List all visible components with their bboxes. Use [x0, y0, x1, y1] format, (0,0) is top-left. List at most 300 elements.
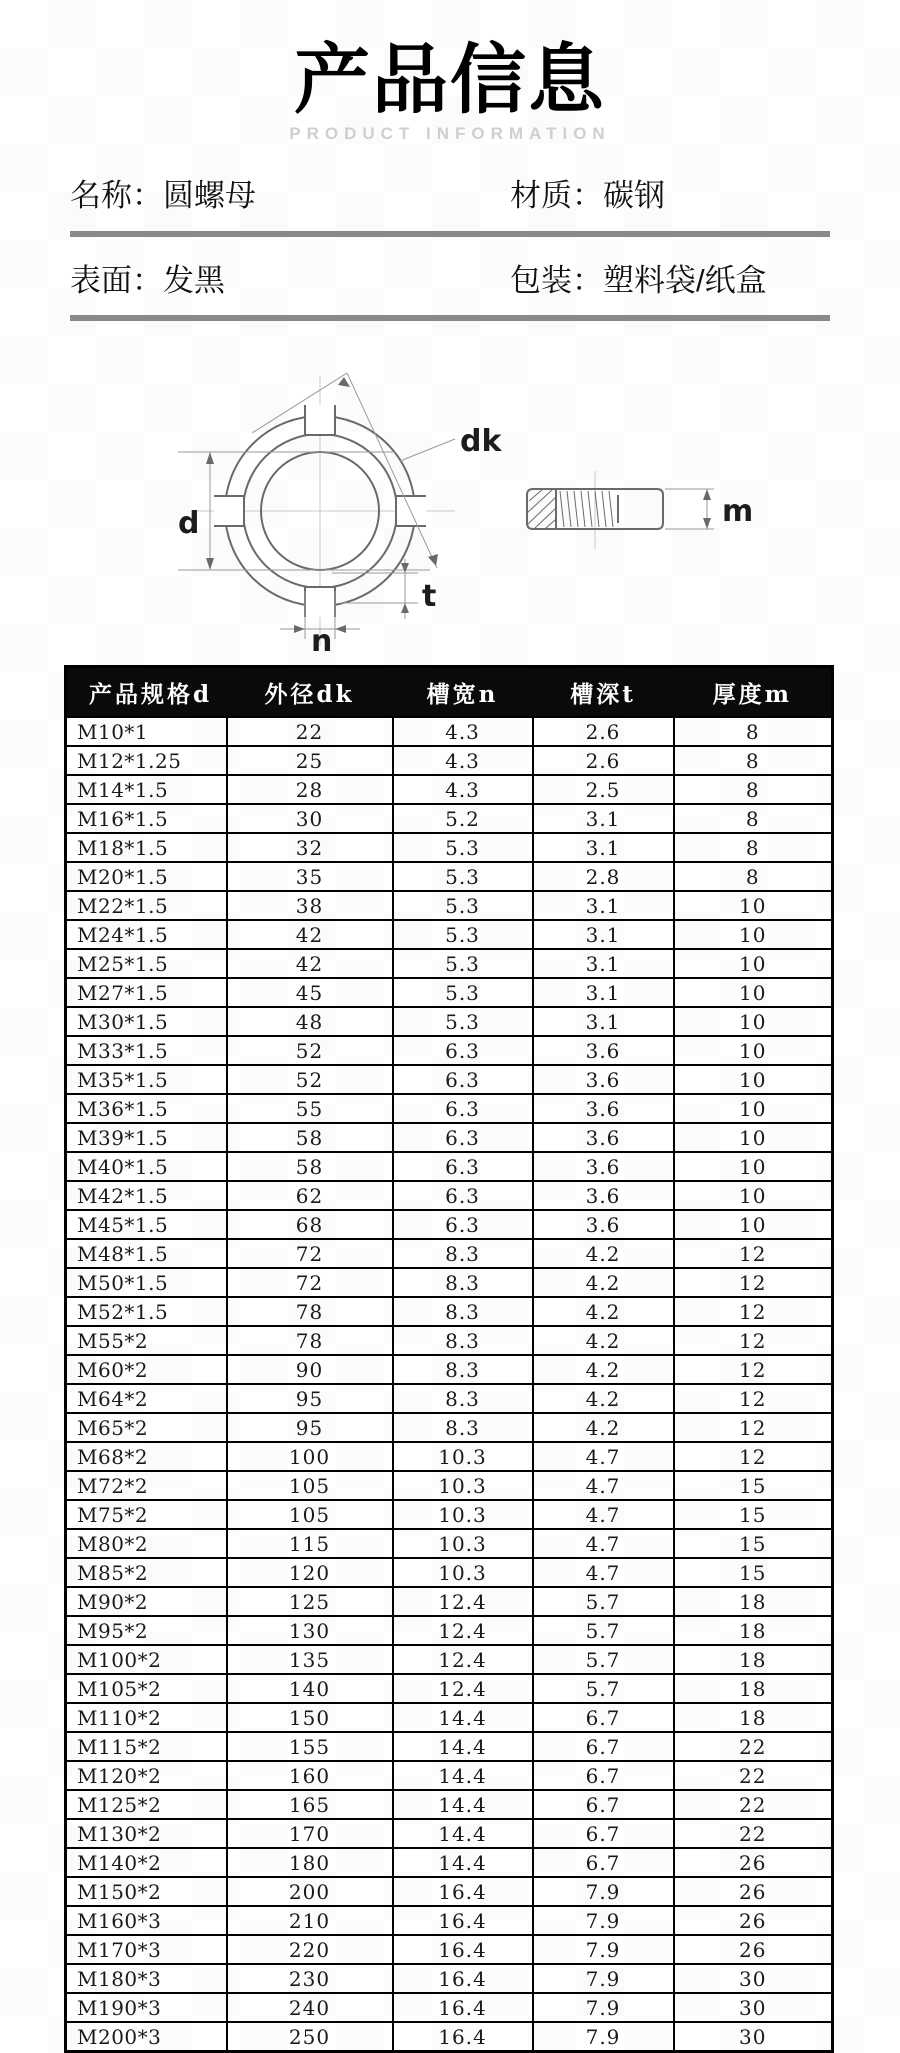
- cell-outer-dia-dk: 72: [227, 1239, 393, 1268]
- cell-slot-width-n: 14.4: [393, 1761, 533, 1790]
- table-row: [66, 1906, 833, 1935]
- cell-outer-dia-dk: 200: [227, 1877, 393, 1906]
- cell-slot-width-n: 16.4: [393, 1993, 533, 2022]
- cell-slot-depth-t: 7.9: [533, 1877, 674, 1906]
- cell-outer-dia-dk: 45: [227, 978, 393, 1007]
- cell-thickness-m: 12: [674, 1326, 833, 1355]
- cell-spec-d: M160*3: [66, 1906, 227, 1935]
- cell-slot-width-n: 12.4: [393, 1587, 533, 1616]
- table-row: [66, 1790, 833, 1819]
- cell-spec-d: M30*1.5: [66, 1007, 227, 1036]
- cell-slot-width-n: 16.4: [393, 1935, 533, 1964]
- cell-slot-depth-t: 7.9: [533, 1993, 674, 2022]
- table-row: [66, 1007, 833, 1036]
- cell-outer-dia-dk: 210: [227, 1906, 393, 1935]
- cell-spec-d: M36*1.5: [66, 1094, 227, 1123]
- cell-slot-width-n: 12.4: [393, 1616, 533, 1645]
- cell-thickness-m: 12: [674, 1297, 833, 1326]
- product-material: 材质：碳钢: [510, 178, 665, 213]
- table-row: [66, 2022, 833, 2052]
- cell-spec-d: M39*1.5: [66, 1123, 227, 1152]
- cell-slot-depth-t: 4.7: [533, 1500, 674, 1529]
- cell-outer-dia-dk: 58: [227, 1152, 393, 1181]
- cell-outer-dia-dk: 55: [227, 1094, 393, 1123]
- table-row: [66, 1935, 833, 1964]
- table-row: [66, 1239, 833, 1268]
- cell-spec-d: M42*1.5: [66, 1181, 227, 1210]
- cell-spec-d: M48*1.5: [66, 1239, 227, 1268]
- cell-spec-d: M12*1.25: [66, 746, 227, 775]
- cell-spec-d: M110*2: [66, 1703, 227, 1732]
- cell-thickness-m: 26: [674, 1877, 833, 1906]
- cell-slot-width-n: 8.3: [393, 1355, 533, 1384]
- cell-spec-d: M20*1.5: [66, 862, 227, 891]
- cell-spec-d: M16*1.5: [66, 804, 227, 833]
- cell-outer-dia-dk: 52: [227, 1036, 393, 1065]
- cell-spec-d: M125*2: [66, 1790, 227, 1819]
- dim-label-m: m: [722, 494, 754, 530]
- cell-outer-dia-dk: 120: [227, 1558, 393, 1587]
- cell-slot-width-n: 16.4: [393, 2022, 533, 2052]
- cell-slot-depth-t: 4.2: [533, 1268, 674, 1297]
- cell-slot-width-n: 8.3: [393, 1239, 533, 1268]
- cell-thickness-m: 18: [674, 1703, 833, 1732]
- table-row: [66, 1616, 833, 1645]
- cell-slot-depth-t: 3.6: [533, 1094, 674, 1123]
- table-row: [66, 949, 833, 978]
- cell-thickness-m: 18: [674, 1616, 833, 1645]
- cell-slot-depth-t: 3.1: [533, 833, 674, 862]
- cell-outer-dia-dk: 165: [227, 1790, 393, 1819]
- cell-slot-width-n: 16.4: [393, 1877, 533, 1906]
- cell-thickness-m: 22: [674, 1761, 833, 1790]
- table-row: [66, 1297, 833, 1326]
- table-row: [66, 1210, 833, 1239]
- table-row: [66, 1413, 833, 1442]
- table-row: [66, 1036, 833, 1065]
- cell-spec-d: M72*2: [66, 1471, 227, 1500]
- cell-slot-width-n: 10.3: [393, 1529, 533, 1558]
- cell-slot-width-n: 8.3: [393, 1297, 533, 1326]
- table-row: [66, 804, 833, 833]
- cell-spec-d: M25*1.5: [66, 949, 227, 978]
- cell-thickness-m: 10: [674, 891, 833, 920]
- cell-thickness-m: 10: [674, 1181, 833, 1210]
- cell-slot-width-n: 6.3: [393, 1094, 533, 1123]
- cell-outer-dia-dk: 170: [227, 1819, 393, 1848]
- product-packaging: 包装：塑料袋/纸盒: [510, 262, 767, 298]
- cell-slot-depth-t: 3.1: [533, 978, 674, 1007]
- cell-slot-depth-t: 7.9: [533, 1906, 674, 1935]
- cell-outer-dia-dk: 78: [227, 1297, 393, 1326]
- cell-outer-dia-dk: 180: [227, 1848, 393, 1877]
- cell-thickness-m: 10: [674, 1123, 833, 1152]
- cell-spec-d: M27*1.5: [66, 978, 227, 1007]
- cell-thickness-m: 15: [674, 1471, 833, 1500]
- table-row: [66, 920, 833, 949]
- cell-slot-width-n: 14.4: [393, 1819, 533, 1848]
- cell-slot-depth-t: 4.2: [533, 1297, 674, 1326]
- cell-slot-width-n: 5.3: [393, 833, 533, 862]
- cell-thickness-m: 10: [674, 1152, 833, 1181]
- cell-thickness-m: 8: [674, 775, 833, 804]
- cell-slot-depth-t: 3.6: [533, 1181, 674, 1210]
- cell-slot-depth-t: 4.2: [533, 1326, 674, 1355]
- table-row: [66, 1877, 833, 1906]
- cell-outer-dia-dk: 52: [227, 1065, 393, 1094]
- cell-spec-d: M65*2: [66, 1413, 227, 1442]
- cell-spec-d: M200*3: [66, 2022, 227, 2052]
- cell-thickness-m: 22: [674, 1732, 833, 1761]
- table-row: [66, 1500, 833, 1529]
- table-row: [66, 1993, 833, 2022]
- cell-outer-dia-dk: 78: [227, 1326, 393, 1355]
- cell-slot-depth-t: 3.6: [533, 1123, 674, 1152]
- table-row: [66, 1326, 833, 1355]
- cell-slot-depth-t: 6.7: [533, 1761, 674, 1790]
- cell-slot-depth-t: 3.1: [533, 1007, 674, 1036]
- cell-slot-depth-t: 7.9: [533, 2022, 674, 2052]
- header-outer-dia-dk: 外径dk: [227, 667, 393, 718]
- technical-drawing: [0, 321, 900, 651]
- cell-thickness-m: 15: [674, 1558, 833, 1587]
- cell-outer-dia-dk: 100: [227, 1442, 393, 1471]
- table-row: [66, 1703, 833, 1732]
- cell-slot-width-n: 10.3: [393, 1442, 533, 1471]
- cell-slot-width-n: 5.3: [393, 949, 533, 978]
- cell-thickness-m: 30: [674, 1964, 833, 1993]
- slot-west: [214, 496, 244, 526]
- cell-thickness-m: 22: [674, 1819, 833, 1848]
- cell-outer-dia-dk: 90: [227, 1355, 393, 1384]
- table-row: [66, 1094, 833, 1123]
- cell-slot-depth-t: 3.6: [533, 1210, 674, 1239]
- cell-thickness-m: 12: [674, 1413, 833, 1442]
- table-row: [66, 1761, 833, 1790]
- cell-thickness-m: 10: [674, 1210, 833, 1239]
- cell-slot-depth-t: 3.6: [533, 1036, 674, 1065]
- cell-thickness-m: 12: [674, 1268, 833, 1297]
- cell-outer-dia-dk: 48: [227, 1007, 393, 1036]
- cell-slot-depth-t: 2.8: [533, 862, 674, 891]
- cell-slot-depth-t: 5.7: [533, 1587, 674, 1616]
- cell-thickness-m: 12: [674, 1384, 833, 1413]
- cell-outer-dia-dk: 28: [227, 775, 393, 804]
- cell-spec-d: M180*3: [66, 1964, 227, 1993]
- cell-outer-dia-dk: 140: [227, 1674, 393, 1703]
- cell-slot-depth-t: 3.6: [533, 1065, 674, 1094]
- cell-thickness-m: 26: [674, 1906, 833, 1935]
- table-row: [66, 775, 833, 804]
- cell-slot-depth-t: 4.7: [533, 1529, 674, 1558]
- page-subtitle: PRODUCT INFORMATION: [289, 124, 611, 143]
- cell-outer-dia-dk: 155: [227, 1732, 393, 1761]
- table-row: [66, 717, 833, 746]
- cell-slot-depth-t: 3.1: [533, 949, 674, 978]
- cell-slot-width-n: 5.3: [393, 978, 533, 1007]
- page-title: 产品信息: [294, 35, 606, 124]
- cell-thickness-m: 10: [674, 1065, 833, 1094]
- cell-slot-width-n: 6.3: [393, 1036, 533, 1065]
- cell-slot-width-n: 4.3: [393, 775, 533, 804]
- cell-slot-width-n: 5.3: [393, 891, 533, 920]
- cell-spec-d: M55*2: [66, 1326, 227, 1355]
- cell-slot-width-n: 6.3: [393, 1181, 533, 1210]
- table-row: [66, 1819, 833, 1848]
- cell-thickness-m: 15: [674, 1529, 833, 1558]
- cell-slot-depth-t: 2.5: [533, 775, 674, 804]
- cell-thickness-m: 30: [674, 2022, 833, 2052]
- cell-thickness-m: 15: [674, 1500, 833, 1529]
- cell-thickness-m: 8: [674, 862, 833, 891]
- cell-thickness-m: 18: [674, 1587, 833, 1616]
- cell-outer-dia-dk: 32: [227, 833, 393, 862]
- product-attributes: [70, 178, 830, 321]
- cell-slot-depth-t: 2.6: [533, 746, 674, 775]
- dim-label-n: n: [311, 624, 333, 652]
- cell-spec-d: M40*1.5: [66, 1152, 227, 1181]
- cell-outer-dia-dk: 72: [227, 1268, 393, 1297]
- cell-slot-width-n: 6.3: [393, 1152, 533, 1181]
- table-row: [66, 1529, 833, 1558]
- cell-spec-d: M170*3: [66, 1935, 227, 1964]
- cell-outer-dia-dk: 250: [227, 2022, 393, 2052]
- cell-thickness-m: 8: [674, 746, 833, 775]
- cell-outer-dia-dk: 42: [227, 949, 393, 978]
- cell-slot-width-n: 14.4: [393, 1848, 533, 1877]
- cell-thickness-m: 10: [674, 1094, 833, 1123]
- cell-thickness-m: 26: [674, 1935, 833, 1964]
- header-slot-depth-t: 槽深t: [533, 667, 674, 718]
- product-name: 名称：圆螺母: [70, 178, 256, 213]
- cell-slot-width-n: 10.3: [393, 1500, 533, 1529]
- cell-thickness-m: 8: [674, 804, 833, 833]
- cell-outer-dia-dk: 125: [227, 1587, 393, 1616]
- cell-thickness-m: 18: [674, 1645, 833, 1674]
- table-row: [66, 1848, 833, 1877]
- cell-slot-width-n: 14.4: [393, 1732, 533, 1761]
- cell-thickness-m: 26: [674, 1848, 833, 1877]
- table-row: [66, 1442, 833, 1471]
- cell-slot-depth-t: 6.7: [533, 1819, 674, 1848]
- cell-outer-dia-dk: 105: [227, 1500, 393, 1529]
- cell-outer-dia-dk: 62: [227, 1181, 393, 1210]
- table-row: [66, 1732, 833, 1761]
- cell-slot-depth-t: 5.7: [533, 1674, 674, 1703]
- cell-spec-d: M105*2: [66, 1674, 227, 1703]
- cell-outer-dia-dk: 135: [227, 1645, 393, 1674]
- cell-slot-depth-t: 7.9: [533, 1964, 674, 1993]
- cell-slot-depth-t: 6.7: [533, 1790, 674, 1819]
- table-row: [66, 1674, 833, 1703]
- cell-outer-dia-dk: 22: [227, 717, 393, 746]
- cell-slot-depth-t: 3.6: [533, 1152, 674, 1181]
- cell-slot-depth-t: 4.2: [533, 1239, 674, 1268]
- cell-outer-dia-dk: 95: [227, 1384, 393, 1413]
- cell-slot-width-n: 5.3: [393, 1007, 533, 1036]
- cell-slot-width-n: 5.3: [393, 920, 533, 949]
- cell-spec-d: M45*1.5: [66, 1210, 227, 1239]
- cell-slot-width-n: 14.4: [393, 1703, 533, 1732]
- cell-spec-d: M75*2: [66, 1500, 227, 1529]
- cell-outer-dia-dk: 160: [227, 1761, 393, 1790]
- cell-slot-width-n: 12.4: [393, 1674, 533, 1703]
- cell-thickness-m: 12: [674, 1355, 833, 1384]
- table-row: [66, 891, 833, 920]
- spec-table-body: [66, 717, 833, 2052]
- cell-slot-width-n: 6.3: [393, 1123, 533, 1152]
- slot-north: [305, 405, 335, 435]
- cell-slot-depth-t: 3.1: [533, 920, 674, 949]
- table-row: [66, 978, 833, 1007]
- attribute-row-1: [70, 178, 830, 214]
- cell-outer-dia-dk: 25: [227, 746, 393, 775]
- cell-spec-d: M18*1.5: [66, 833, 227, 862]
- cell-spec-d: M24*1.5: [66, 920, 227, 949]
- dim-label-t: t: [422, 579, 437, 615]
- cell-slot-depth-t: 7.9: [533, 1935, 674, 1964]
- cell-slot-depth-t: 2.6: [533, 717, 674, 746]
- table-row: [66, 1268, 833, 1297]
- cell-slot-width-n: 5.3: [393, 862, 533, 891]
- cell-spec-d: M64*2: [66, 1384, 227, 1413]
- cell-spec-d: M130*2: [66, 1819, 227, 1848]
- table-row: [66, 1181, 833, 1210]
- cell-slot-depth-t: 5.7: [533, 1645, 674, 1674]
- cell-thickness-m: 10: [674, 920, 833, 949]
- cell-spec-d: M80*2: [66, 1529, 227, 1558]
- cell-slot-width-n: 10.3: [393, 1471, 533, 1500]
- cell-slot-depth-t: 3.1: [533, 891, 674, 920]
- cell-outer-dia-dk: 95: [227, 1413, 393, 1442]
- cell-slot-width-n: 6.3: [393, 1210, 533, 1239]
- table-row: [66, 1384, 833, 1413]
- cell-thickness-m: 10: [674, 949, 833, 978]
- table-row: [66, 1471, 833, 1500]
- cell-slot-width-n: 5.2: [393, 804, 533, 833]
- cell-spec-d: M190*3: [66, 1993, 227, 2022]
- table-row: [66, 1645, 833, 1674]
- cell-slot-width-n: 10.3: [393, 1558, 533, 1587]
- cell-outer-dia-dk: 38: [227, 891, 393, 920]
- cell-thickness-m: 12: [674, 1239, 833, 1268]
- table-row: [66, 746, 833, 775]
- cell-spec-d: M33*1.5: [66, 1036, 227, 1065]
- product-surface: 表面：发黑: [70, 262, 225, 298]
- cell-spec-d: M68*2: [66, 1442, 227, 1471]
- cell-slot-width-n: 14.4: [393, 1790, 533, 1819]
- cell-slot-depth-t: 6.7: [533, 1732, 674, 1761]
- header-slot-width-n: 槽宽n: [393, 667, 533, 718]
- cell-slot-width-n: 8.3: [393, 1326, 533, 1355]
- cell-slot-depth-t: 4.7: [533, 1442, 674, 1471]
- table-row: [66, 862, 833, 891]
- cell-slot-depth-t: 4.2: [533, 1413, 674, 1442]
- title-block: [0, 0, 900, 144]
- table-row: [66, 1355, 833, 1384]
- cell-thickness-m: 12: [674, 1442, 833, 1471]
- cell-spec-d: M90*2: [66, 1587, 227, 1616]
- table-row: [66, 1123, 833, 1152]
- cell-outer-dia-dk: 115: [227, 1529, 393, 1558]
- spec-table: [64, 665, 834, 2053]
- cell-spec-d: M60*2: [66, 1355, 227, 1384]
- cell-spec-d: M95*2: [66, 1616, 227, 1645]
- cell-slot-width-n: 16.4: [393, 1906, 533, 1935]
- cell-thickness-m: 8: [674, 717, 833, 746]
- dim-label-dk: dk: [460, 424, 502, 460]
- cell-slot-width-n: 4.3: [393, 717, 533, 746]
- cell-spec-d: M140*2: [66, 1848, 227, 1877]
- cell-slot-width-n: 6.3: [393, 1065, 533, 1094]
- cell-thickness-m: 10: [674, 978, 833, 1007]
- cell-outer-dia-dk: 220: [227, 1935, 393, 1964]
- cell-slot-width-n: 4.3: [393, 746, 533, 775]
- cell-thickness-m: 10: [674, 1007, 833, 1036]
- dim-label-d: d: [178, 506, 200, 542]
- cell-outer-dia-dk: 230: [227, 1964, 393, 1993]
- cell-slot-depth-t: 5.7: [533, 1616, 674, 1645]
- cell-thickness-m: 22: [674, 1790, 833, 1819]
- cell-slot-width-n: 8.3: [393, 1268, 533, 1297]
- header-thickness-m: 厚度m: [674, 667, 833, 718]
- cell-slot-depth-t: 6.7: [533, 1703, 674, 1732]
- spec-table-header-row: [66, 667, 833, 718]
- cell-outer-dia-dk: 240: [227, 1993, 393, 2022]
- divider-line-1: [70, 231, 830, 237]
- cell-slot-depth-t: 4.2: [533, 1384, 674, 1413]
- header-spec-d: 产品规格d: [66, 667, 227, 718]
- cell-slot-width-n: 12.4: [393, 1645, 533, 1674]
- cell-outer-dia-dk: 68: [227, 1210, 393, 1239]
- cell-slot-depth-t: 6.7: [533, 1848, 674, 1877]
- cell-spec-d: M14*1.5: [66, 775, 227, 804]
- cell-outer-dia-dk: 58: [227, 1123, 393, 1152]
- cell-outer-dia-dk: 30: [227, 804, 393, 833]
- cell-outer-dia-dk: 130: [227, 1616, 393, 1645]
- cell-spec-d: M150*2: [66, 1877, 227, 1906]
- cell-spec-d: M85*2: [66, 1558, 227, 1587]
- cell-spec-d: M52*1.5: [66, 1297, 227, 1326]
- cell-outer-dia-dk: 42: [227, 920, 393, 949]
- cell-spec-d: M35*1.5: [66, 1065, 227, 1094]
- cell-slot-width-n: 16.4: [393, 1964, 533, 1993]
- table-row: [66, 1964, 833, 1993]
- cell-spec-d: M115*2: [66, 1732, 227, 1761]
- table-row: [66, 1587, 833, 1616]
- table-row: [66, 1152, 833, 1181]
- cell-outer-dia-dk: 105: [227, 1471, 393, 1500]
- cell-spec-d: M22*1.5: [66, 891, 227, 920]
- cell-slot-depth-t: 4.7: [533, 1471, 674, 1500]
- attribute-row-2: [70, 263, 830, 299]
- cell-spec-d: M100*2: [66, 1645, 227, 1674]
- cell-slot-depth-t: 4.7: [533, 1558, 674, 1587]
- cell-spec-d: M50*1.5: [66, 1268, 227, 1297]
- cell-thickness-m: 18: [674, 1674, 833, 1703]
- cell-outer-dia-dk: 35: [227, 862, 393, 891]
- cell-spec-d: M10*1: [66, 717, 227, 746]
- cell-slot-depth-t: 4.2: [533, 1355, 674, 1384]
- cell-slot-width-n: 8.3: [393, 1413, 533, 1442]
- cell-thickness-m: 30: [674, 1993, 833, 2022]
- cell-slot-depth-t: 3.1: [533, 804, 674, 833]
- cell-slot-width-n: 8.3: [393, 1384, 533, 1413]
- cell-outer-dia-dk: 150: [227, 1703, 393, 1732]
- table-row: [66, 1558, 833, 1587]
- cell-spec-d: M120*2: [66, 1761, 227, 1790]
- slot-south: [305, 587, 335, 617]
